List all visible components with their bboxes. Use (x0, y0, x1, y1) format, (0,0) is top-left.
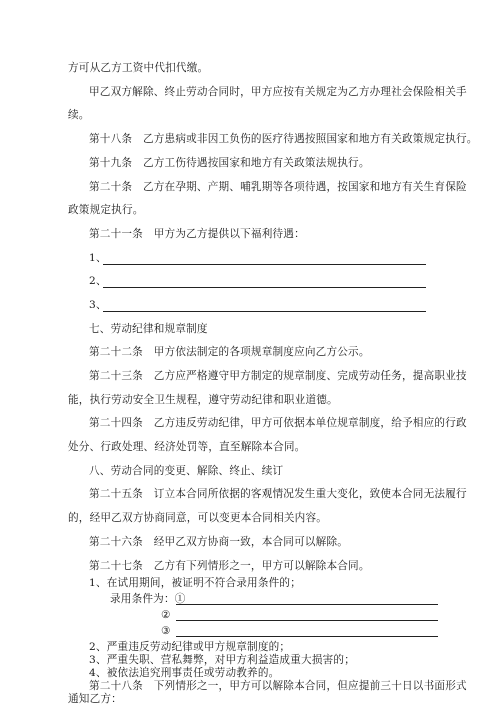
article-28: 第二十八条 下列情形之一，甲方可以解除本合同，但应提前三十日以书面形式 (89, 680, 467, 692)
hiring-condition-blank-2 (176, 620, 438, 621)
benefit-item-2: 2、 (89, 275, 107, 287)
article-21: 第二十一条 甲方为乙方提供以下福利待遇： (89, 228, 305, 240)
article-25-cont: 的，经甲乙双方协商同意，可以变更本合同相关内容。 (68, 512, 328, 524)
article-24: 第二十四条 乙方违反劳动纪律，甲方可依据本单位规章制度，给予相应的行政 (89, 417, 467, 429)
article-19: 第十九条 乙方工伤待遇按国家和地方有关政策法规执行。 (89, 157, 370, 169)
article-24-cont: 处分、行政处理、经济处罚等，直至解除本合同。 (68, 441, 306, 453)
text-line-1: 方可从乙方工资中代扣代缴。 (68, 62, 209, 74)
article-27: 第二十七条 乙方有下列情形之一，甲方可以解除本合同。 (89, 560, 370, 572)
article-25: 第二十五条 订立本合同所依据的客观情况发生重大变化，致使本合同无法履行 (89, 488, 467, 500)
benefit-blank-2 (103, 287, 426, 288)
hiring-condition-3: ③ (161, 625, 171, 637)
benefit-blank-1 (103, 264, 426, 265)
article-27-item-4: 4、被依法追究刑事责任或劳动教养的。 (89, 667, 280, 679)
article-20: 第二十条 乙方在孕期、产期、哺乳期等各项待遇，按国家和地方有关生育保险 (89, 181, 467, 193)
article-28-cont: 通知乙方： (68, 693, 122, 705)
benefit-item-1: 1、 (89, 252, 107, 264)
section-7-heading: 七、劳动纪律和规章制度 (89, 323, 208, 335)
article-27-item-3: 3、严重失职、营私舞弊，对甲方利益造成重大损害的； (89, 654, 355, 666)
hiring-condition-blank-3 (176, 636, 438, 637)
benefit-blank-3 (103, 311, 426, 312)
hiring-condition-blank-1 (176, 604, 438, 605)
article-23-cont: 能，执行劳动安全卫生规程，遵守劳动纪律和职业道德。 (68, 394, 338, 406)
article-20-cont: 政策规定执行。 (68, 204, 144, 216)
text-line-3: 续。 (68, 109, 90, 121)
section-8-heading: 八、劳动合同的变更、解除、终止、续订 (89, 465, 284, 477)
article-23: 第二十三条 乙方应严格遵守甲方制定的规章制度、完成劳动任务，提高职业技 (89, 370, 467, 382)
article-18: 第十八条 乙方患病或非因工负伤的医疗待遇按照国家和地方有关政策规定执行。 (89, 133, 478, 145)
hiring-condition-2: ② (161, 609, 171, 621)
article-26: 第二十六条 经甲乙双方协商一致，本合同可以解除。 (89, 536, 349, 548)
benefit-item-3: 3、 (89, 299, 107, 311)
article-22: 第二十二条 甲方依法制定的各项规章制度应向乙方公示。 (89, 346, 370, 358)
article-27-item-1: 1、在试用期间，被证明不符合录用条件的； (89, 577, 302, 589)
article-27-item-2: 2、严重违反劳动纪律或甲方规章制度的； (89, 641, 291, 653)
text-line-2: 甲乙双方解除、终止劳动合同时，甲方应按有关规定为乙方办理社会保险相关手 (89, 86, 467, 98)
hiring-conditions-label: 录用条件为：① (110, 593, 186, 605)
